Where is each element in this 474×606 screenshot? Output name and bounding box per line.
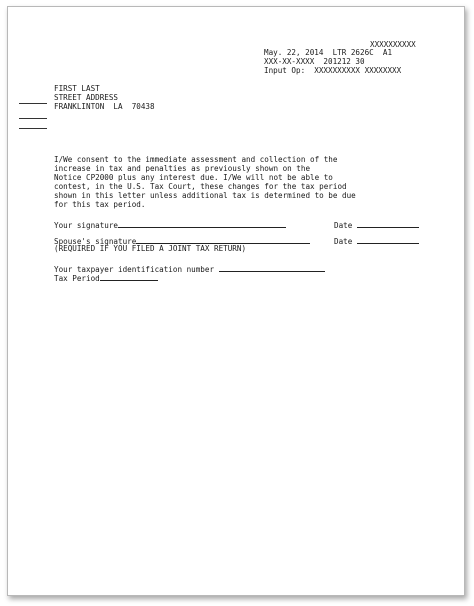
header-id-code: XXXXXXXXXX — [370, 40, 416, 49]
consent-line-2: increase in tax and penalties as previously shown on the — [54, 164, 311, 173]
your-signature-field[interactable] — [118, 220, 286, 228]
spouse-date-label: Date — [334, 237, 353, 246]
taxpayer-id-label: Your taxpayer identification number — [54, 265, 215, 274]
joint-return-note: (REQUIRED IF YOU FILED A JOINT TAX RETURN) — [54, 244, 247, 253]
spouse-date-field[interactable] — [357, 236, 419, 244]
consent-line-5: shown in this letter unless additional tax is determined to be due — [54, 191, 356, 200]
margin-rule-3 — [19, 128, 47, 129]
address-city: FRANKLINTON LA 70438 — [54, 102, 155, 111]
address-name: FIRST LAST — [54, 84, 100, 93]
tax-period-label: Tax Period — [54, 274, 100, 283]
your-signature-row — [54, 220, 286, 231]
spouse-signature-field[interactable] — [136, 236, 310, 244]
consent-line-1: I/We consent to the immediate assessment and collection of the — [54, 155, 338, 164]
header-date-letter: May. 22, 2014 LTR 2626C A1 — [264, 48, 393, 57]
tax-period-row — [54, 273, 158, 284]
margin-rule-1 — [19, 103, 47, 104]
consent-line-4: contest, in the U.S. Tax Court, these changes for the tax period — [54, 182, 347, 191]
consent-line-6: for this tax period. — [54, 200, 146, 209]
your-date-row — [334, 220, 419, 231]
address-street: STREET ADDRESS — [54, 93, 119, 102]
margin-rule-2 — [19, 118, 47, 119]
spouse-date-row — [334, 236, 419, 247]
tax-period-field[interactable] — [100, 273, 158, 281]
your-date-label: Date — [334, 221, 353, 230]
consent-line-3: Notice CP2000 plus any interest due. I/We will not be able to — [54, 173, 333, 182]
your-date-field[interactable] — [357, 220, 419, 228]
taxpayer-id-field[interactable] — [219, 264, 325, 272]
header-ssn-line: XXX-XX-XXXX 201212 30 — [264, 57, 365, 66]
your-signature-label: Your signature — [54, 221, 119, 230]
spouse-signature-label: Spouse's signature — [54, 237, 137, 246]
header-input-op: Input Op: XXXXXXXXXX XXXXXXXX — [264, 66, 402, 75]
